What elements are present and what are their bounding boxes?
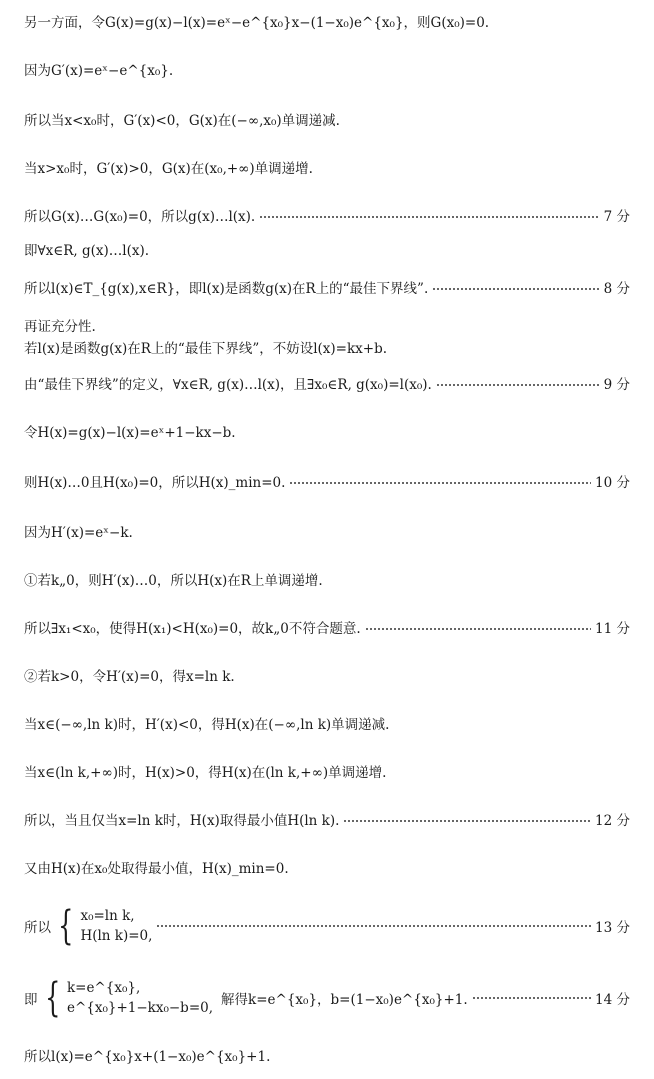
line-text: ①若k„0，则H′(x)…0，所以H(x)在R上单调递增.	[24, 573, 323, 589]
line-20	[24, 860, 630, 878]
line-text: 所以∃x₁<x₀，使得H(x₁)<H(x₀)=0，故k„0不符合题意.	[24, 621, 361, 637]
dot-leader	[343, 820, 591, 822]
line-9	[24, 340, 630, 358]
score-label: 10 分	[595, 475, 630, 491]
equation-system-1	[24, 900, 630, 952]
system-lead: 即	[24, 992, 38, 1008]
score-label: 8 分	[603, 281, 630, 297]
system-lead: 所以	[24, 920, 51, 936]
line-16	[24, 668, 630, 686]
line-text: 当x∈(−∞,ln k)时，H′(x)<0，得H(x)在(−∞,ln k)单调递减.	[24, 717, 390, 733]
line-text: 当x>x₀时，G′(x)>0，G(x)在(x₀,+∞)单调递增.	[24, 161, 313, 177]
dot-leader	[156, 925, 591, 927]
score-label: 11 分	[595, 621, 630, 637]
dot-leader	[472, 997, 591, 999]
line-text: 所以G(x)…G(x₀)=0，所以g(x)…l(x).	[24, 209, 256, 225]
line-14	[24, 572, 630, 590]
score-label: 7 分	[603, 209, 630, 225]
line-8	[24, 318, 630, 336]
dot-leader	[365, 628, 591, 630]
system-row: e^{x₀}+1−kx₀−b=0,	[66, 1000, 214, 1016]
line-text: 所以l(x)∈T_{g(x),x∈R}，即l(x)是函数g(x)在R上的“最佳下界线”.	[24, 281, 429, 297]
line-text: 若l(x)是函数g(x)在R上的“最佳下界线”，不妨设l(x)=kx+b.	[24, 341, 388, 357]
score-label: 14 分	[595, 992, 630, 1008]
line-18	[24, 764, 630, 782]
line-10	[24, 376, 630, 394]
line-text: 再证充分性.	[24, 319, 96, 335]
line-6	[24, 242, 630, 260]
system-rows	[80, 906, 152, 946]
line-text: 即∀x∈R, g(x)…l(x).	[24, 243, 150, 259]
system-solution-text: 解得k=e^{x₀}，b=(1−x₀)e^{x₀}+1.	[221, 992, 468, 1008]
line-11	[24, 424, 630, 442]
line-2	[24, 62, 630, 80]
left-brace-icon: {	[58, 903, 74, 949]
line-text: ②若k>0，令H′(x)=0，得x=ln k.	[24, 669, 235, 685]
score-label: 12 分	[595, 813, 630, 829]
dot-leader	[432, 288, 599, 290]
system-row: H(ln k)=0,	[80, 928, 153, 944]
line-15	[24, 620, 630, 638]
equation-system-2	[24, 972, 630, 1024]
line-1	[24, 14, 630, 32]
line-5	[24, 208, 630, 226]
system-row: k=e^{x₀},	[66, 980, 141, 996]
line-text: 则H(x)…0且H(x₀)=0，所以H(x)_min=0.	[24, 475, 286, 491]
line-text: 当x∈(ln k,+∞)时，H(x)>0，得H(x)在(ln k,+∞)单调递增.	[24, 765, 387, 781]
line-text: 因为H′(x)=eˣ−k.	[24, 525, 133, 541]
line-19	[24, 812, 630, 830]
dot-leader	[436, 384, 600, 386]
line-text: 另一方面，令G(x)=g(x)−l(x)=eˣ−e^{x₀}x−(1−x₀)e^{x₀}，则G(x₀)=0.	[24, 15, 490, 31]
system-rows	[67, 978, 213, 1018]
line-13	[24, 524, 630, 542]
line-text: 令H(x)=g(x)−l(x)=eˣ+1−kx−b.	[24, 425, 236, 441]
line-3	[24, 112, 630, 130]
line-text: 所以，当且仅当x=ln k时，H(x)取得最小值H(ln k).	[24, 813, 340, 829]
score-label: 9 分	[603, 377, 630, 393]
score-label: 13 分	[595, 920, 630, 936]
line-text: 又由H(x)在x₀处取得最小值，H(x)_min=0.	[24, 861, 289, 877]
line-text: 因为G′(x)=eˣ−e^{x₀}.	[24, 63, 174, 79]
left-brace-icon: {	[44, 975, 60, 1021]
line-text: 所以l(x)=e^{x₀}x+(1−x₀)e^{x₀}+1.	[24, 1049, 271, 1065]
final-line	[24, 1048, 630, 1066]
line-text: 由“最佳下界线”的定义，∀x∈R, g(x)…l(x)，且∃x₀∈R, g(x₀)=l(x₀).	[24, 377, 432, 393]
dot-leader	[289, 482, 591, 484]
dot-leader	[259, 216, 599, 218]
line-4	[24, 160, 630, 178]
system-row: x₀=ln k,	[80, 908, 135, 924]
line-text: 所以当x<x₀时，G′(x)<0，G(x)在(−∞,x₀)单调递减.	[24, 113, 340, 129]
line-7	[24, 280, 630, 298]
line-12	[24, 474, 630, 492]
line-17	[24, 716, 630, 734]
